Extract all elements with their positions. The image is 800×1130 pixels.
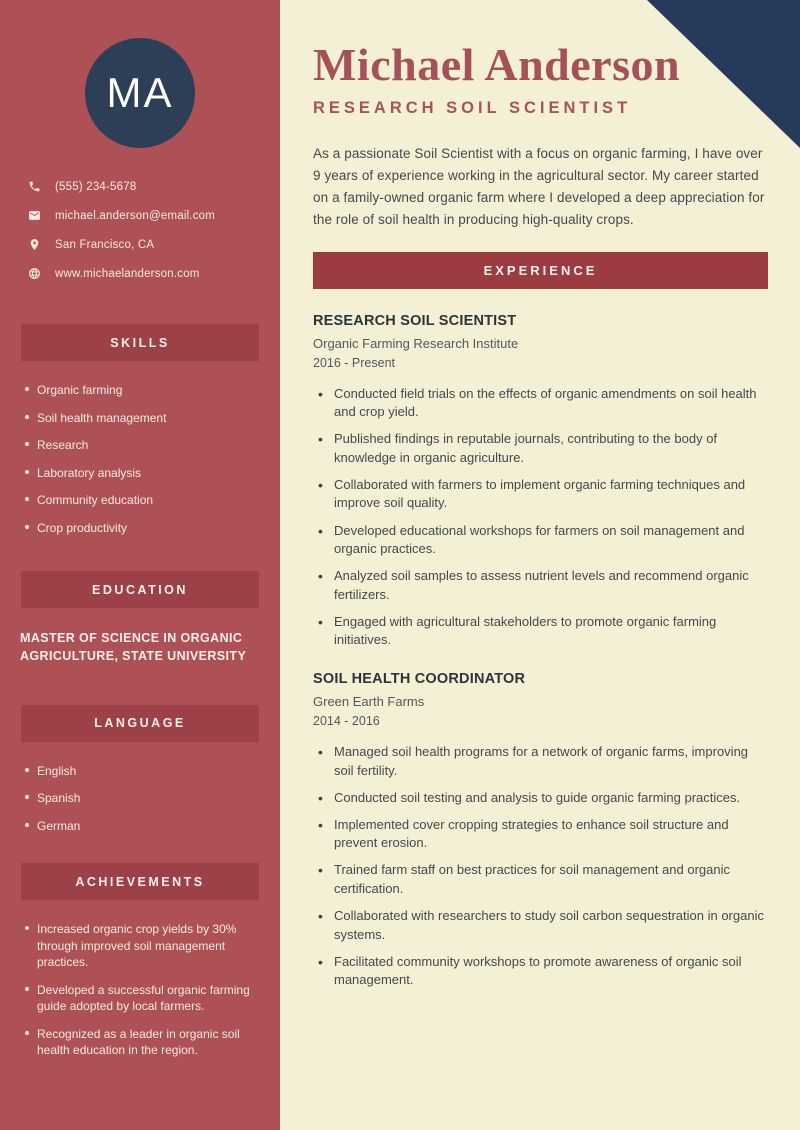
job-bullet: • Implemented cover cropping strategies to enhance soil structure and prevent erosion. [313,816,768,853]
job-dates: 2016 - Present [313,355,395,370]
achievement-item: Developed a successful organic farming guide adopted by local farmers. [24,982,256,1015]
summary-text: As a passionate Soil Scientist with a focus on organic farming, I have over 9 years of experience working in the agricultural sector. My career started on a family-owned organic farm where I developed a deep appreciation for the role of soil health in producing high-quality crops. [313,145,765,227]
person-job-title: RESEARCH SOIL SCIENTIST [313,98,632,117]
map-pin-icon [28,238,41,251]
achievement-item: Increased organic crop yields by 30% through improved soil management practices. [24,921,256,971]
contact-website [28,267,260,280]
job-bullet-list [313,385,768,650]
main-content [280,0,800,1130]
job-bullet: • Conducted field trials on the effects of organic amendments on soil health and crop yield. [313,385,768,422]
job-bullet: • Conducted soil testing and analysis to guide organic farming practices. [313,789,768,808]
skills-list [0,382,280,536]
job-bullet: • Trained farm staff on best practices for soil management and organic certification. [313,861,768,898]
experience-job-1 [313,313,768,650]
language-item: Spanish [24,790,256,807]
job-bullet: • Collaborated with farmers to implement organic farming techniques and improve soil quality. [313,476,768,513]
globe-icon [28,267,41,280]
avatar [85,38,195,148]
language-list [0,763,280,835]
education-section-header [21,571,259,608]
skill-item: Organic farming [24,382,256,399]
envelope-icon [28,209,41,222]
contact-website-text: www.michaelanderson.com [55,267,200,280]
language-item: English [24,763,256,780]
avatar-initials: MA [106,69,174,116]
contact-location [28,238,260,251]
job-bullet: • Developed educational workshops for farmers on soil management and organic practices. [313,522,768,559]
contact-email [28,209,260,222]
contact-location-text: San Francisco, CA [55,238,155,251]
corner-decoration [647,0,800,148]
language-item: German [24,818,256,835]
achievements-section-header [21,863,259,900]
contact-phone-text: (555) 234-5678 [55,180,137,193]
skills-section-header [21,324,259,361]
language-header-label: LANGUAGE [94,716,186,731]
achievements-header-label: ACHIEVEMENTS [75,874,205,889]
job-title: SOIL HEALTH COORDINATOR [313,671,526,688]
job-bullet: • Published findings in reputable journals, contributing to the body of knowledge in organic agriculture. [313,430,768,467]
sidebar [0,0,280,1130]
job-bullet: • Facilitated community workshops to promote awareness of organic soil management. [313,953,768,990]
skill-item: Soil health management [24,410,256,427]
achievement-item: Recognized as a leader in organic soil health education in the region. [24,1026,256,1059]
contact-list [0,180,280,280]
education-header-label: EDUCATION [92,582,188,597]
contact-phone [28,180,260,193]
job-company: Organic Farming Research Institute [313,335,519,351]
job-bullet: • Collaborated with researchers to study soil carbon sequestration in organic systems. [313,907,768,944]
experience-job-2 [313,671,768,990]
job-bullet-list [313,743,768,990]
job-dates: 2014 - 2016 [313,714,380,729]
achievements-list [0,921,280,1059]
job-title: RESEARCH SOIL SCIENTIST [313,312,517,329]
job-bullet: • Managed soil health programs for a network of organic farms, improving soil fertility. [313,743,768,780]
skill-item: Laboratory analysis [24,465,256,482]
phone-icon [28,180,41,193]
skill-item: Community education [24,492,256,509]
skill-item: Crop productivity [24,520,256,537]
experience-section-header [313,252,768,289]
job-company: Green Earth Farms [313,694,425,710]
job-bullet: • Analyzed soil samples to assess nutrient levels and recommend organic fertilizers. [313,567,768,604]
experience-header-label: EXPERIENCE [483,262,598,278]
person-name: Michael Anderson [313,39,681,90]
job-bullet: • Engaged with agricultural stakeholders to promote organic farming initiatives. [313,613,768,650]
skills-header-label: SKILLS [110,335,170,350]
education-degree: MASTER OF SCIENCE IN ORGANIC AGRICULTURE, STATE UNIVERSITY [20,631,247,664]
skill-item: Research [24,437,256,454]
contact-email-text: michael.anderson@email.com [55,209,216,222]
language-section-header [21,705,259,742]
